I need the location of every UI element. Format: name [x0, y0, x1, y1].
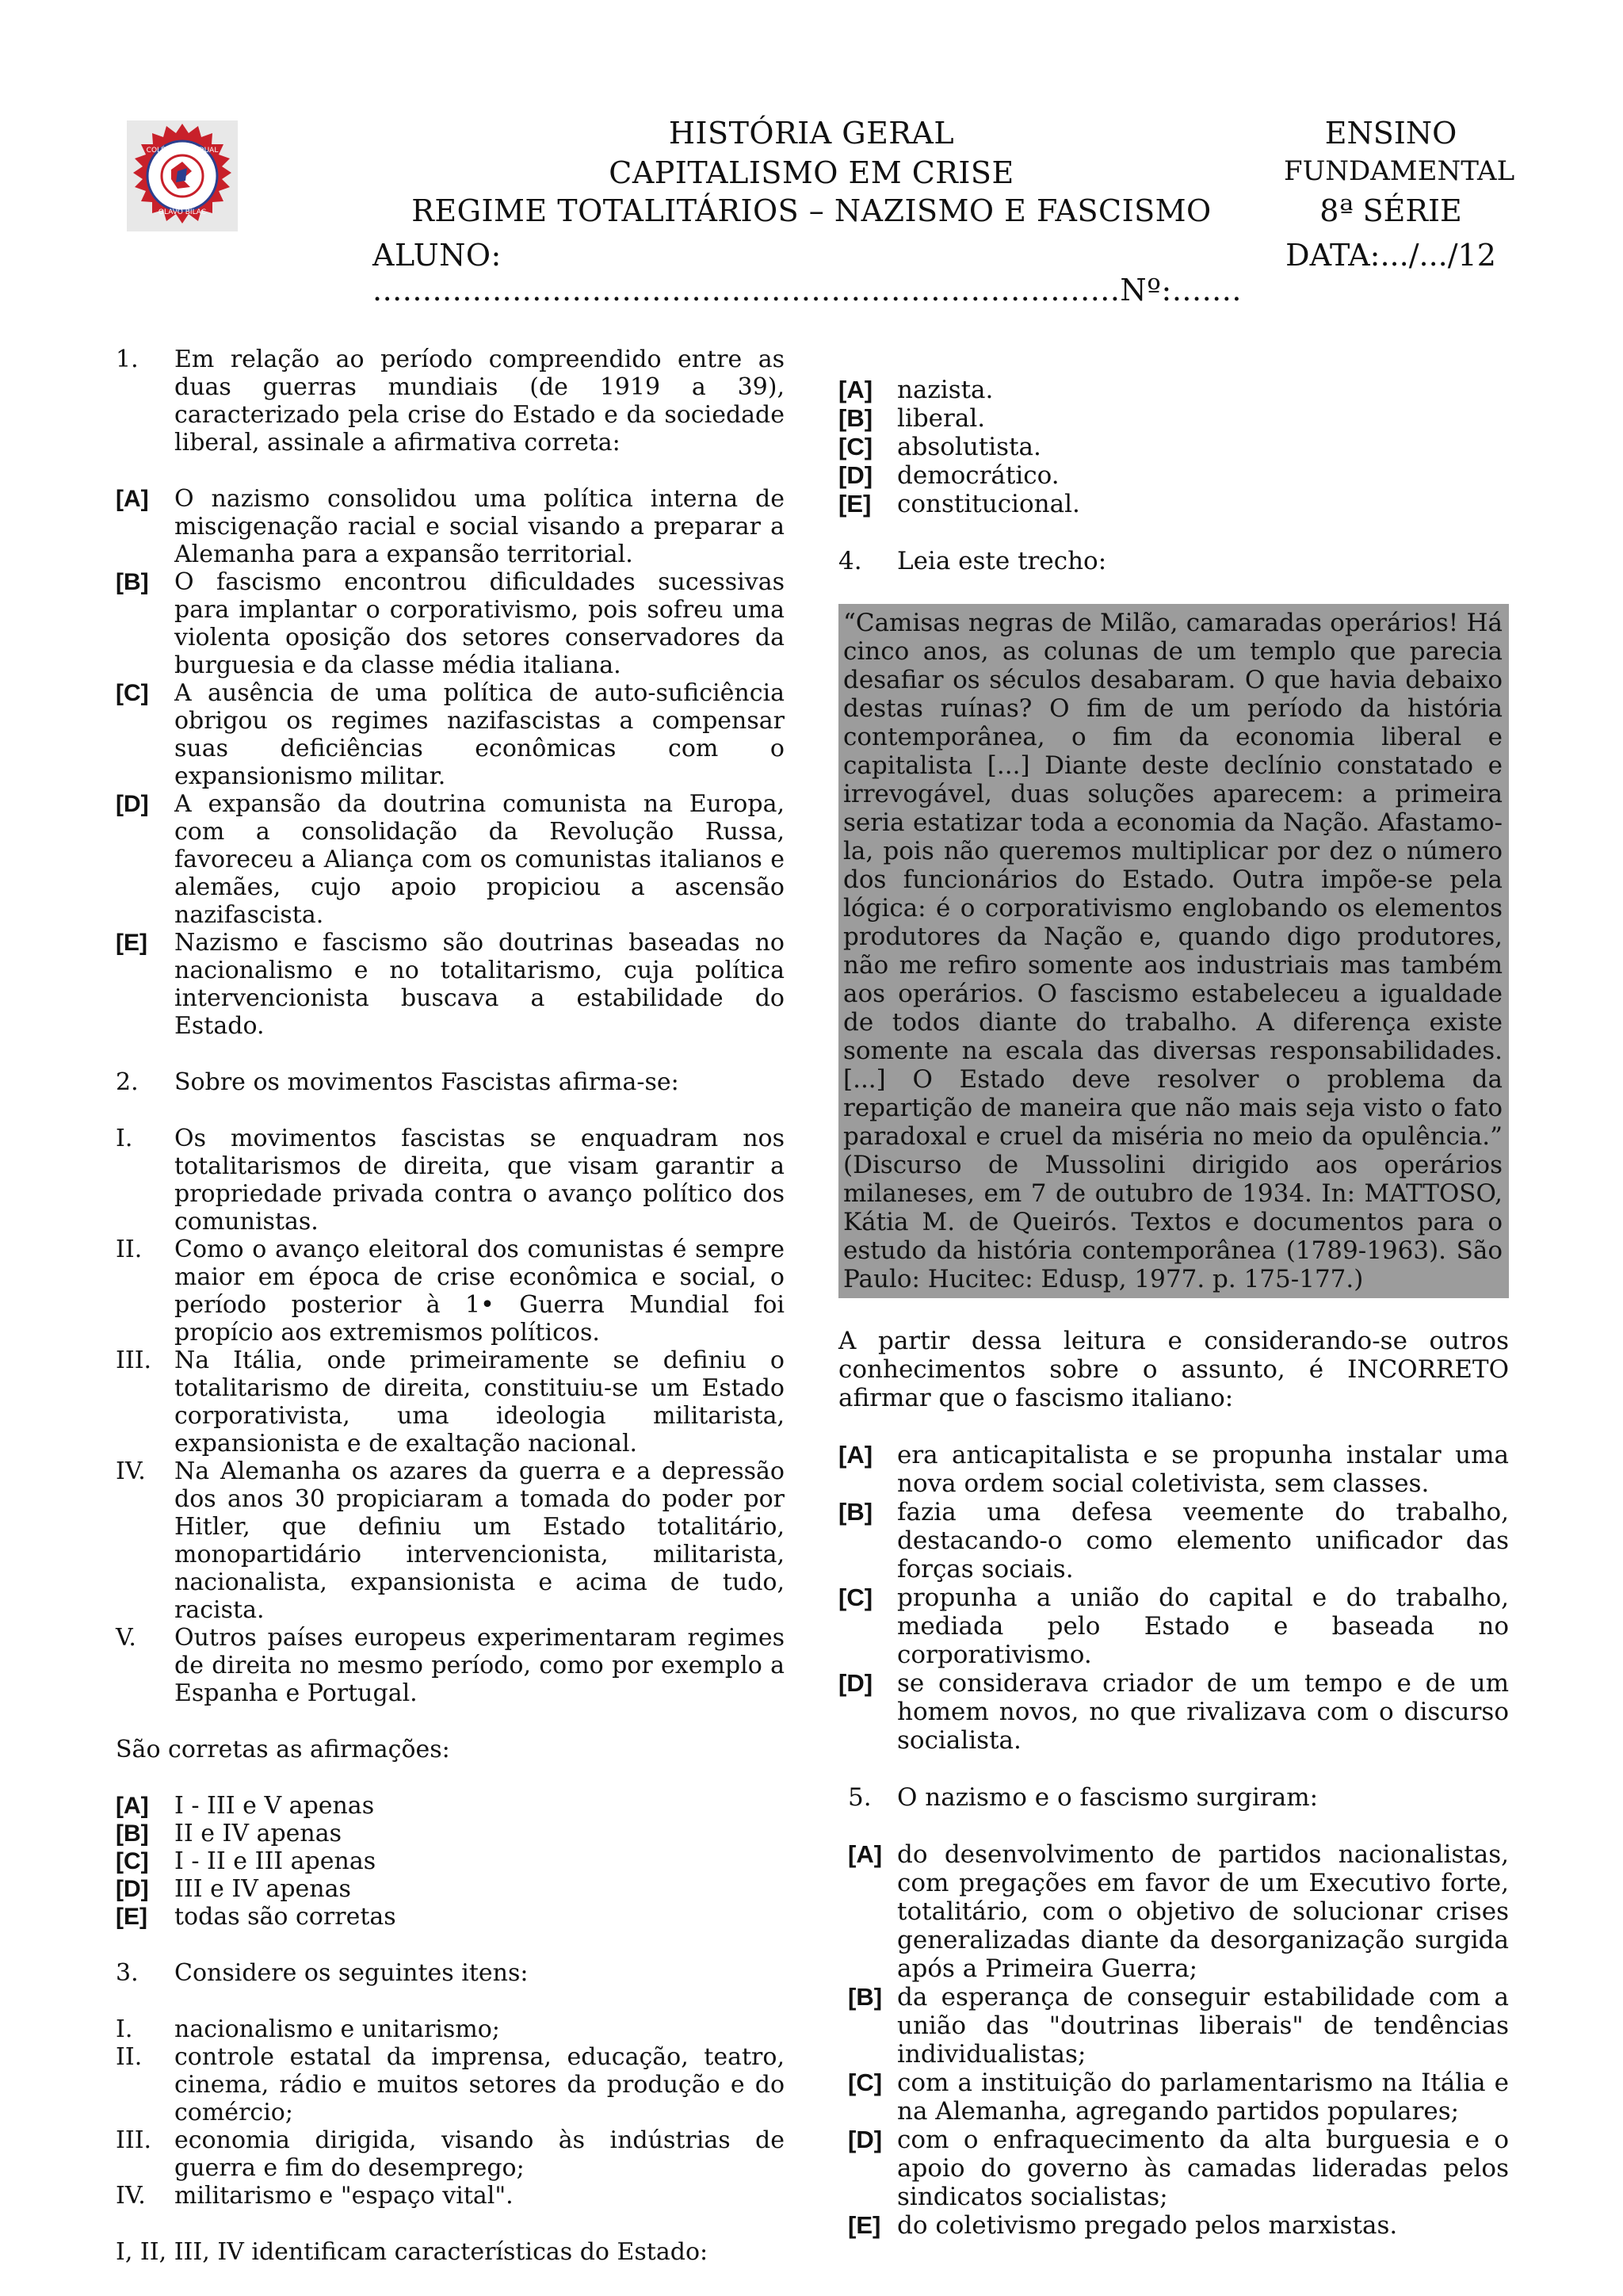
option-a[interactable]: [A] do desenvolvimento de partidos nacionalistas, com pregações em favor de um Executivo forte, totalitário, com o objetivo de solucionar crises generalizadas diante da desorganização surgida após a Primeira Guerra;	[848, 1840, 1509, 1983]
question-number: 3.	[116, 1959, 139, 1987]
q3-items	[116, 2015, 785, 2210]
option-e[interactable]: [E] todas são corretas	[116, 1903, 396, 1931]
grade-label: 8ª SÉRIE	[1319, 193, 1462, 228]
level-line-2: FUNDAMENTAL	[1284, 155, 1515, 187]
option-c[interactable]: [C] A ausência de uma política de auto-suficiência obrigou os regimes nazifascistas a compensar suas deficiências econômicas com o expansionismo militar.	[116, 679, 785, 790]
statement-ii: II. Como o avanço eleitoral dos comunistas é sempre maior em época de crise econômica e social, o período posterior à 1• Guerra Mundial foi propício aos extremismos políticos.	[116, 1236, 785, 1347]
subject-title: HISTÓRIA GERAL	[668, 116, 955, 151]
option-c[interactable]: [C] com a instituição do parlamentarismo na Itália e na Alemanha, agregando partidos populares;	[848, 2069, 1509, 2126]
option-a[interactable]: [A] nazista.	[838, 376, 994, 404]
item-iii: III. economia dirigida, visando às indústrias de guerra e fim do desemprego;	[116, 2126, 785, 2182]
q2-statements	[116, 1125, 785, 1707]
page-header	[0, 0, 1623, 308]
option-c[interactable]: [C] absolutista.	[838, 433, 1041, 461]
option-b[interactable]: [B] O fascismo encontrou dificuldades sucessivas para implantar o corporativismo, pois sofreu uma violenta oposição dos setores conservadores da burguesia e da classe média italiana.	[116, 568, 785, 679]
question-number: 4.	[838, 547, 862, 575]
option-a[interactable]: [A] era anticapitalista e se propunha instalar uma nova ordem social coletivista, sem classes.	[838, 1441, 1509, 1498]
option-a[interactable]: [A] I - III e V apenas	[116, 1792, 375, 1820]
question-number: 2.	[116, 1068, 139, 1096]
level-line-1: ENSINO	[1324, 116, 1457, 151]
item-iv: IV. militarismo e "espaço vital".	[116, 2182, 514, 2210]
statement-iv: IV. Na Alemanha os azares da guerra e a depressão dos anos 30 propiciaram a tomada do poder por Hitler, que definiu um Estado totalitário, monopartidário intervencionista, militarista, nacionalista, expansionista e acima de tudo, racista.	[116, 1457, 785, 1624]
option-d[interactable]: [D] III e IV apenas	[116, 1875, 351, 1903]
logo-text-bottom: OLAVO BILAC	[158, 208, 207, 216]
option-b[interactable]: [B] fazia uma defesa veemente do trabalho, destacando-o como elemento unificador das forças sociais.	[838, 1498, 1509, 1584]
right-column	[838, 376, 1509, 2240]
statement-i: I. Os movimentos fascistas se enquadram nos totalitarismos de direita, que visam garantir a propriedade privada contra o avanço político dos comunistas.	[116, 1125, 785, 1236]
option-b[interactable]: [B] liberal.	[838, 404, 986, 433]
question-1	[116, 346, 785, 457]
date-field: DATA:.../.../12	[1285, 238, 1496, 273]
q4-prompt: A partir dessa leitura e considerando-se outros conhecimentos sobre o assunto, é INCORRETO afirmar que o fascismo italiano:	[838, 1327, 1509, 1412]
q3-options	[838, 376, 1509, 518]
question-2	[116, 1068, 785, 1096]
q5-options	[838, 1840, 1509, 2240]
question-text: Considere os seguintes itens:	[174, 1959, 529, 1987]
question-3	[116, 1959, 785, 1987]
option-b[interactable]: [B] II e IV apenas	[116, 1820, 342, 1847]
q4-options	[838, 1441, 1509, 1755]
question-text: Leia este trecho:	[897, 547, 1107, 575]
option-d[interactable]: [D] com o enfraquecimento da alta burguesia e o apoio do governo às camadas lideradas pelos sindicatos socialistas;	[848, 2126, 1509, 2211]
option-a[interactable]: [A] O nazismo consolidou uma política interna de miscigenação racial e social visando a preparar a Alemanha para a expansão territorial.	[116, 485, 785, 568]
q2-prompt: São corretas as afirmações:	[116, 1736, 450, 1763]
question-number: 5.	[848, 1783, 872, 1812]
item-i: I. nacionalismo e unitarismo;	[116, 2015, 500, 2043]
q1-options	[116, 485, 785, 1040]
question-text: O nazismo e o fascismo surgiram:	[897, 1783, 1319, 1812]
option-b[interactable]: [B] da esperança de conseguir estabilidade com a união das "doutrinas liberais" de tendências individualistas;	[848, 1983, 1509, 2069]
left-column	[116, 346, 785, 2266]
statement-v: V. Outros países europeus experimentaram regimes de direita no mesmo período, como por exemplo a Espanha e Portugal.	[116, 1624, 785, 1707]
question-number: 1.	[116, 346, 139, 373]
logo-text-top: COLÉGIO ESTADUAL	[146, 147, 219, 155]
question-5	[838, 1783, 1509, 1812]
option-d[interactable]: [D] democrático.	[838, 461, 1060, 490]
option-c[interactable]: [C] propunha a união do capital e do trabalho, mediada pelo Estado e baseada no corporativismo.	[838, 1584, 1509, 1669]
statement-iii: III. Na Itália, onde primeiramente se definiu o totalitarismo de direita, constituiu-se um Estado corporativista, uma ideologia militarista, expansionista e de exaltação nacional.	[116, 1347, 785, 1457]
student-line: ALUNO: ...........................................................................Nº:.......	[372, 238, 1242, 308]
option-d[interactable]: [D] se considerava criador de um tempo e de um homem novos, no que rivalizava com o discurso socialista.	[838, 1669, 1509, 1755]
question-4	[838, 547, 1509, 575]
option-d[interactable]: [D] A expansão da doutrina comunista na Europa, com a consolidação da Revolução Russa, favoreceu a Aliança com os comunistas italianos e alemães, cujo apoio propiciou a ascensão nazifascista.	[116, 790, 785, 929]
quoted-excerpt: “Camisas negras de Milão, camaradas operários! Há cinco anos, as colunas de um templo que parecia desafiar os séculos desabaram. O que havia debaixo destas ruínas? O fim de um período da história contemporânea, o fim da economia liberal e capitalista [...] Diante deste declínio constatado e irrevogável, duas soluções aparecem: a primeira seria estatizar toda a economia da Nação. Afastamo-la, pois não queremos multiplicar por dez o número dos funcionários do Estado. Outra impõe-se pela lógica: é o corporativismo englobando os elementos produtores da Nação e, quando digo produtores, não me refiro somente aos industriais mas também aos operários. O fascismo estabeleceu a igualdade de todos diante do trabalho. A diferença existe somente na escala das diversas responsabilidades. [...] O Estado deve resolver o problema da repartição de maneira que não mais seja visto o fato paradoxal e cruel da miséria no meio da opulência.” (Discurso de Mussolini dirigido aos operários milaneses, em 7 de outubro de 1934. In: MATTOSO, Kátia M. de Queirós. Textos e documentos para o estudo da história contemporânea (1789-1963). São Paulo: Hucitec: Edusp, 1977. p. 175-177.)	[838, 604, 1509, 1298]
topic-title-2: REGIME TOTALITÁRIOS – NAZISMO E FASCISMO	[411, 193, 1212, 228]
q2-options	[116, 1792, 785, 1931]
option-c[interactable]: [C] I - II e III apenas	[116, 1847, 376, 1875]
question-text: Em relação ao período compreendido entre as duas guerras mundiais (de 1919 a 39), caracterizado pela crise do Estado e da sociedade liberal, assinale a afirmativa correta:	[174, 346, 785, 457]
option-e[interactable]: [E] do coletivismo pregado pelos marxistas.	[848, 2211, 1398, 2240]
item-ii: II. controle estatal da imprensa, educação, teatro, cinema, rádio e muitos setores da produção e do comércio;	[116, 2043, 785, 2126]
q3-prompt: I, II, III, IV identificam características do Estado:	[116, 2238, 708, 2266]
question-text: Sobre os movimentos Fascistas afirma-se:	[174, 1068, 679, 1096]
option-e[interactable]: [E] Nazismo e fascismo são doutrinas baseadas no nacionalismo e no totalitarismo, cuja política intervencionista buscava a estabilidade do Estado.	[116, 929, 785, 1040]
option-e[interactable]: [E] constitucional.	[838, 490, 1080, 518]
topic-title-1: CAPITALISMO EM CRISE	[609, 155, 1014, 190]
